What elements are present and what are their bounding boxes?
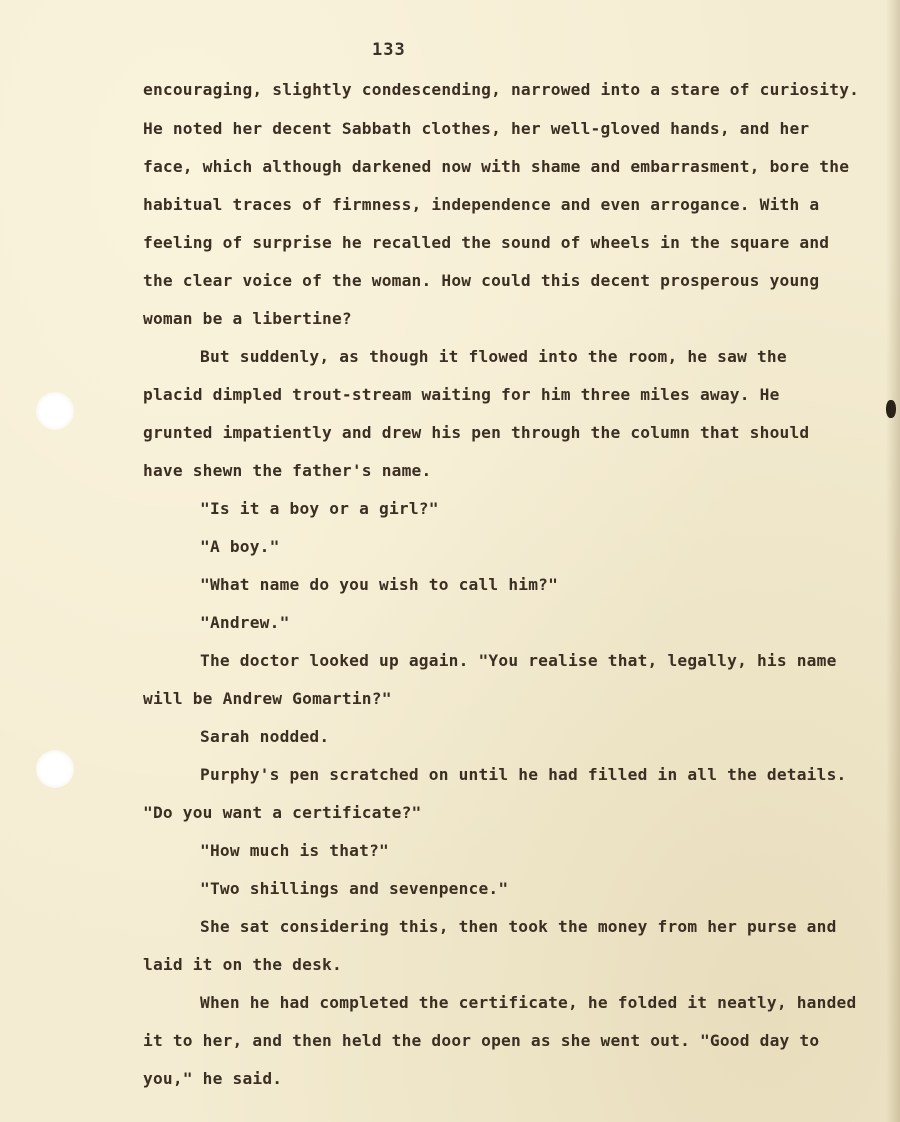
- text-line: habitual traces of firmness, independence and even arrogance. With a: [143, 195, 820, 214]
- text-line: feeling of surprise he recalled the sound of wheels in the square and: [143, 233, 830, 252]
- text-line: He noted her decent Sabbath clothes, her well-gloved hands, and her: [143, 119, 810, 138]
- punch-hole-top: [36, 392, 74, 430]
- dialogue-line: "How much is that?": [200, 841, 389, 860]
- text-line: will be Andrew Gomartin?": [143, 689, 392, 708]
- text-line: laid it on the desk.: [143, 955, 342, 974]
- dialogue-line: "A boy.": [200, 537, 280, 556]
- page-edge-shadow: [886, 0, 900, 1122]
- text-line: Sarah nodded.: [200, 727, 330, 746]
- text-line: the clear voice of the woman. How could this decent prosperous young: [143, 271, 820, 290]
- dialogue-line: "Andrew.": [200, 613, 290, 632]
- text-line: have shewn the father's name.: [143, 461, 432, 480]
- text-line: woman be a libertine?: [143, 309, 352, 328]
- text-line: face, which although darkened now with shame and embarrasment, bore the: [143, 157, 850, 176]
- dialogue-line: "What name do you wish to call him?": [200, 575, 559, 594]
- text-line: But suddenly, as though it flowed into the room, he saw the: [200, 347, 787, 366]
- dialogue-line: "Is it a boy or a girl?": [200, 499, 439, 518]
- ink-blot: [886, 400, 896, 418]
- page-number: 133: [372, 40, 406, 60]
- text-line: you," he said.: [143, 1069, 283, 1088]
- text-line: placid dimpled trout-stream waiting for him three miles away. He: [143, 385, 780, 404]
- text-line: grunted impatiently and drew his pen through the column that should: [143, 423, 810, 442]
- text-line: The doctor looked up again. "You realise that, legally, his name: [200, 651, 837, 670]
- dialogue-line: "Two shillings and sevenpence.": [200, 879, 509, 898]
- text-line: Purphy's pen scratched on until he had filled in all the details.: [200, 765, 847, 784]
- text-line: She sat considering this, then took the money from her purse and: [200, 917, 837, 936]
- text-line: it to her, and then held the door open as she went out. "Good day to: [143, 1031, 820, 1050]
- text-line: encouraging, slightly condescending, narrowed into a stare of curiosity.: [143, 80, 860, 99]
- text-line: When he had completed the certificate, he folded it neatly, handed: [200, 993, 857, 1012]
- punch-hole-bottom: [36, 750, 74, 788]
- dialogue-line: "Do you want a certificate?": [143, 803, 422, 822]
